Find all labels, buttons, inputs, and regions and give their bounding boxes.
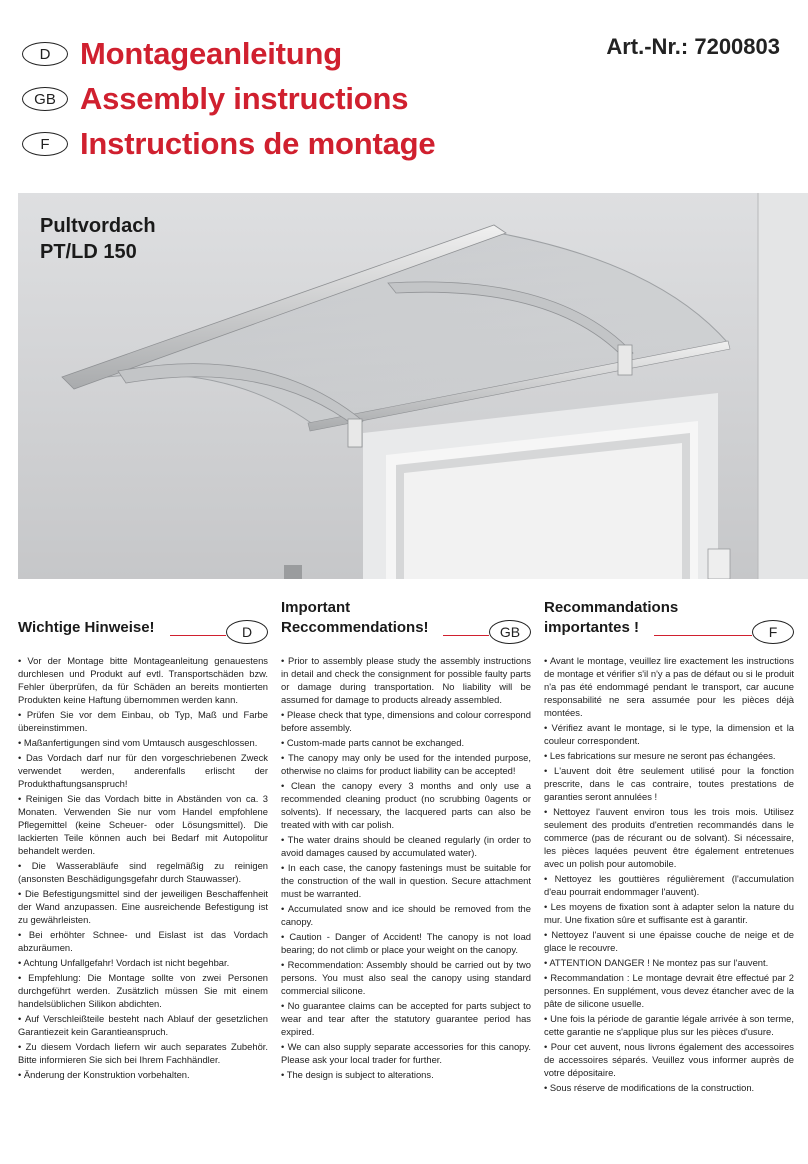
column-code-gb: GB (489, 620, 531, 644)
title-de: Montageanleitung (80, 36, 343, 71)
note-item: • No guarantee claims can be accepted for parts subject to wear and tear after the statutory guarantee period has expired. (281, 1000, 531, 1037)
title-fr: Instructions de montage (80, 126, 436, 161)
column-body-gb (281, 654, 531, 1081)
note-item: • The design is subject to alterations. (281, 1069, 434, 1080)
note-item: • L'auvent doit être seulement utilisé pour la fonction prescrite, dans le cas contraire, toutes prestations de garanties seront annulées ! (544, 765, 794, 802)
note-item: • Prior to assembly please study the assembly instructions in detail and check the consignment for possible faulty parts or damage during transportation. No liability will be assumed for damage to products already assembled. (281, 655, 531, 705)
product-name-line2: PT/LD 150 (40, 241, 137, 263)
note-item: • Recommendation: Assembly should be carried out by two persons. You must also seal the canopy using standard commercial silicone. (281, 959, 531, 996)
article-number: Art.-Nr.: 7200803 (606, 34, 780, 59)
column-title-de: Wichtige Hinweise! (18, 619, 155, 636)
note-item: • Accumulated snow and ice should be removed from the canopy. (281, 903, 531, 927)
note-item: • Maßanfertigungen sind vom Umtausch ausgeschlossen. (18, 737, 258, 748)
note-item: • Caution - Danger of Accident! The canopy is not load bearing; do not climb or place your weight on the canopy. (281, 931, 531, 955)
note-item: • Vor der Montage bitte Montageanleitung genauestens durchlesen und Produkt auf evtl. Transportschäden bzw. Fehler überprüfen, da für Schäden an bereits montierten Produkten keine Haftung übernommen werden kann. (18, 655, 268, 705)
note-item: • Auf Verschleißteile besteht nach Ablauf der gesetzlichen Garantiezeit kein Garantieanspruch. (18, 1013, 268, 1037)
note-item: • Please check that type, dimensions and colour correspond before assembly. (281, 709, 531, 733)
note-item: • Les moyens de fixation sont à adapter selon la nature du mur. Une fixation sûre et suffisante est à garantir. (544, 901, 794, 925)
column-body-fr (544, 654, 794, 1094)
note-item: • Reinigen Sie das Vordach bitte in Abständen von ca. 3 Monaten. Verwenden Sie nur vom Handel empfohlene Pflegemittel (keine Scheuer- oder Lösungsmittel). Die lackierten Teile können auch bei Bedarf mit Autopolitur behandelt werden. (18, 793, 268, 856)
note-item: • Zu diesem Vordach liefern wir auch separates Zubehör. Bitte informieren Sie sich bei Ihrem Fachhändler. (18, 1041, 268, 1065)
note-item: • Avant le montage, veuillez lire exactement les instructions de montage et vérifier s'il n'y a pas de défaut ou si le produit n'a pas été endommagé pendant le transport, car aucune responsabilité ne sera assumée pour les pièces déjà montées. (544, 655, 794, 718)
note-item: • Bei erhöhter Schnee- und Eislast ist das Vordach abzuräumen. (18, 929, 268, 953)
language-code-gb: GB (22, 87, 68, 111)
note-item: • Nettoyez les gouttières régulièrement (l'accumulation d'eau pourrait endommager l'auvent). (544, 873, 794, 897)
note-item: • Achtung Unfallgefahr! Vordach ist nicht begehbar. (18, 957, 230, 968)
notes-column-fr (544, 598, 794, 1096)
note-item: • ATTENTION DANGER ! Ne montez pas sur l'auvent. (544, 957, 769, 968)
title-gb: Assembly instructions (80, 81, 409, 116)
note-item: • Änderung der Konstruktion vorbehalten. (18, 1069, 190, 1080)
note-item: • Clean the canopy every 3 months and only use a recommended cleaning product (no scrubbing 0agents or solvents). If necessary, the lacquered parts can also be treated with with car polish. (281, 780, 531, 830)
column-body-de (18, 654, 268, 1081)
column-title-gb: Important Reccommendations! (281, 599, 429, 636)
note-item: • Die Befestigungsmittel sind der jeweiligen Beschaffenheit der Wand anzupassen. Eine ausreichende Befestigung ist zu gewährleisten. (18, 888, 268, 925)
note-item: • Une fois la période de garantie légale arrivée à son terme, cette garantie ne s'applique plus sur les pièces d'usure. (544, 1013, 794, 1037)
language-row-gb (22, 81, 408, 117)
page-header (0, 0, 808, 195)
note-item: • In each case, the canopy fastenings must be suitable for the construction of the wall in question. Secure attachment must be warranted. (281, 862, 531, 899)
note-item: • Vérifiez avant le montage, si le type, la dimension et la couleur correspondent. (544, 722, 794, 746)
note-item: • Nettoyez l'auvent environ tous les trois mois. Utilisez seulement des produits d'entretien recommandés dans le commerce (pas de récurant ou de solvant). Si nécessaire, les pièces laquées peuvent être également entretenues avec un polish pour automobile. (544, 806, 794, 869)
product-name (40, 213, 156, 265)
language-row-fr (22, 126, 435, 162)
note-item: • Die Wasserabläufe sind regelmäßig zu reinigen (ansonsten Beschädigungsgefahr durch Stauwasser). (18, 860, 268, 884)
language-code-fr: F (22, 132, 68, 156)
language-row-de (22, 36, 342, 72)
note-item: • Pour cet auvent, nous livrons également des accessoires de accessoires séparés. Veuillez vous informer auprès de votre dépositaire. (544, 1041, 794, 1078)
title-underline-de (170, 635, 226, 636)
product-photo (18, 193, 808, 579)
note-item: • Recommandation : Le montage devrait être effectué par 2 personnes. En supplément, vous devez étancher avec de la pâte de silicone usuelle. (544, 972, 794, 1009)
note-item: • Das Vordach darf nur für den vorgeschriebenen Zweck verwendet werden, anderenfalls erlischt der Produkthaftungsanspruch! (18, 752, 268, 789)
note-item: • Custom-made parts cannot be exchanged. (281, 737, 465, 748)
title-underline-gb (443, 635, 489, 636)
note-item: • Nettoyez l'auvent si une épaisse couche de neige et de glace le recouvre. (544, 929, 794, 953)
note-item: • Prüfen Sie vor dem Einbau, ob Typ, Maß und Farbe übereinstimmen. (18, 709, 268, 733)
column-code-de: D (226, 620, 268, 644)
notes-column-de (18, 598, 268, 1083)
column-header-de (18, 598, 268, 646)
language-code-de: D (22, 42, 68, 66)
product-name-line1: Pultvordach (40, 215, 156, 237)
note-item: • Les fabrications sur mesure ne seront pas échangées. (544, 750, 776, 761)
notes-column-gb (281, 598, 531, 1083)
column-header-fr (544, 598, 794, 646)
note-item: • Sous réserve de modifications de la construction. (544, 1082, 755, 1093)
note-item: • Empfehlung: Die Montage sollte von zwei Personen durchgeführt werden. Zusätzlich müssen Sie mit einem handelsüblichen Silikon abdichten. (18, 972, 268, 1009)
column-code-fr: F (752, 620, 794, 644)
note-item: • The canopy may only be used for the intended purpose, otherwise no claims for product liability can be accepted! (281, 752, 531, 776)
column-title-fr: Recommandations importantes ! (544, 599, 679, 636)
note-item: • The water drains should be cleaned regularly (in order to avoid damages caused by accumulated water). (281, 834, 531, 858)
note-item: • We can also supply separate accessories for this canopy. Please ask your local trader for further. (281, 1041, 531, 1065)
column-header-gb (281, 598, 531, 646)
title-underline-fr (654, 635, 752, 636)
